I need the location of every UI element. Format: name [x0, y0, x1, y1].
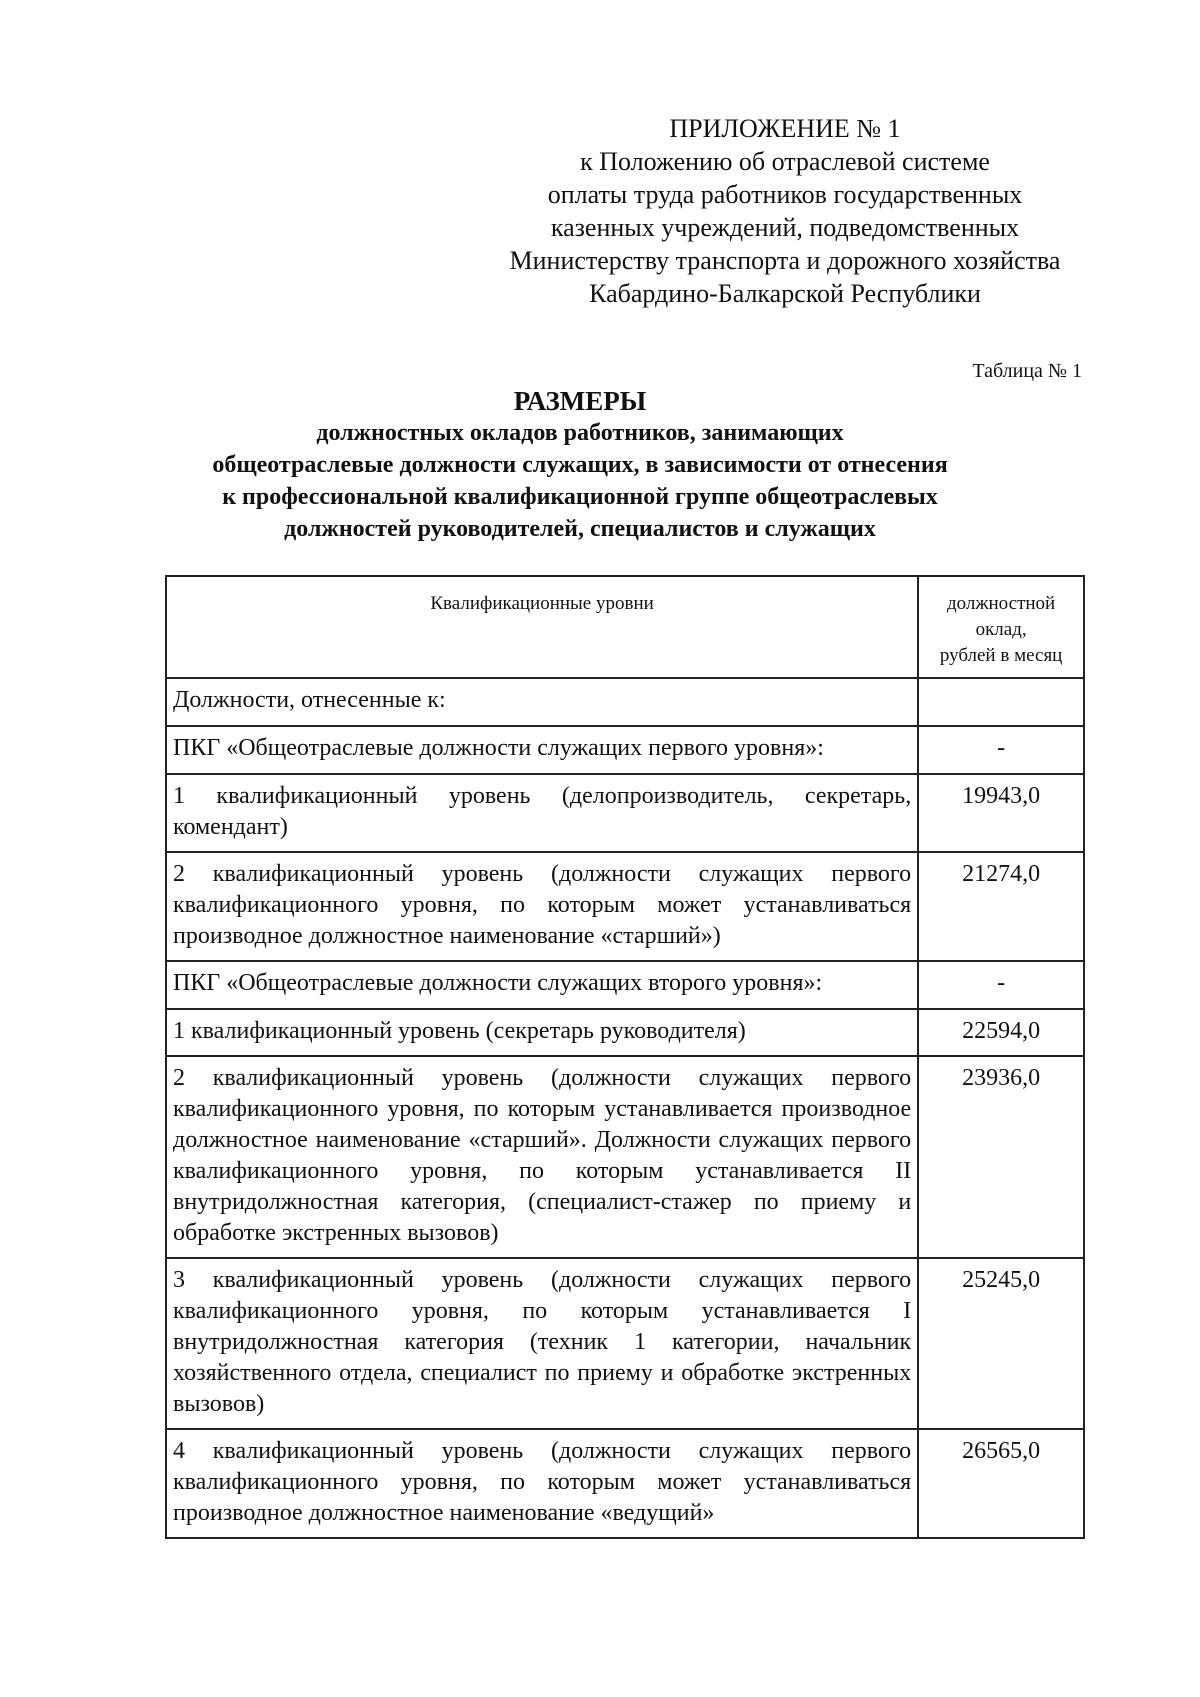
appendix-header: [470, 112, 1100, 310]
row-text: ПКГ «Общеотраслевые должности служащих первого уровня»:: [166, 726, 918, 774]
row-salary: -: [918, 726, 1084, 774]
title-main: РАЗМЕРЫ: [513, 386, 647, 416]
row-salary: [918, 678, 1084, 726]
appendix-line: Министерству транспорта и дорожного хозяйства: [509, 246, 1061, 275]
header-salary-line: рублей в месяц: [939, 645, 1063, 666]
table-row: [166, 1258, 1084, 1429]
title-line: общеотраслевые должности служащих, в зависимости от отнесения: [212, 452, 948, 478]
table-header-row: [166, 576, 1084, 678]
row-text: 2 квалификационный уровень (должности служащих первого квалификационного уровня, по которым устанавливается производное должностное наименование «старший». Должности служащих первого квалификационного уровня, по которым устанавливается II внутридолжностная категория, (специалист-стажер по приему и обработке экстренных вызовов): [166, 1056, 918, 1258]
row-salary: -: [918, 961, 1084, 1009]
table-row: [166, 1009, 1084, 1056]
header-salary-line: оклад,: [975, 619, 1027, 640]
table-row: [166, 1056, 1084, 1258]
row-text: Должности, отнесенные к:: [166, 678, 918, 726]
title-line: должностных окладов работников, занимающих: [316, 420, 844, 446]
row-text: 1 квалификационный уровень (секретарь руководителя): [166, 1009, 918, 1056]
salary-table: [165, 575, 1085, 1539]
row-salary: 19943,0: [918, 774, 1084, 852]
table-row: [166, 774, 1084, 852]
table-row: [166, 1429, 1084, 1538]
appendix-line: ПРИЛОЖЕНИЕ № 1: [669, 114, 901, 143]
row-text: ПКГ «Общеотраслевые должности служащих второго уровня»:: [166, 961, 918, 1009]
row-salary: 26565,0: [918, 1429, 1084, 1538]
table-row: [166, 726, 1084, 774]
table-row: [166, 678, 1084, 726]
row-salary: 23936,0: [918, 1056, 1084, 1258]
row-text: 1 квалификационный уровень (делопроизводитель, секретарь, комендант): [166, 774, 918, 852]
appendix-line: к Положению об отраслевой системе: [580, 147, 990, 176]
appendix-line: оплаты труда работников государственных: [547, 180, 1023, 209]
header-salary: [918, 576, 1084, 678]
appendix-line: Кабардино-Балкарской Республики: [589, 279, 981, 308]
header-salary-line: должностной: [946, 593, 1056, 614]
table-row: [166, 961, 1084, 1009]
table-number-label: Таблица № 1: [972, 360, 1082, 382]
title-line: к профессиональной квалификационной группе общеотраслевых: [222, 484, 938, 510]
appendix-line: казенных учреждений, подведомственных: [550, 213, 1020, 242]
document-title: [130, 385, 1030, 545]
header-qualification-levels: Квалификационные уровни: [166, 576, 918, 678]
row-salary: 21274,0: [918, 852, 1084, 961]
row-salary: 25245,0: [918, 1258, 1084, 1429]
row-text: 4 квалификационный уровень (должности служащих первого квалификационного уровня, по которым может устанавливаться производное должностное наименование «ведущий»: [166, 1429, 918, 1538]
row-text: 2 квалификационный уровень (должности служащих первого квалификационного уровня, по которым может устанавливаться производное должностное наименование «старший»): [166, 852, 918, 961]
row-salary: 22594,0: [918, 1009, 1084, 1056]
table-row: [166, 852, 1084, 961]
row-text: 3 квалификационный уровень (должности служащих первого квалификационного уровня, по которым устанавливается I внутридолжностная категория (техник 1 категории, начальник хозяйственного отдела, специалист по приему и обработке экстренных вызовов): [166, 1258, 918, 1429]
title-line: должностей руководителей, специалистов и служащих: [284, 516, 876, 542]
